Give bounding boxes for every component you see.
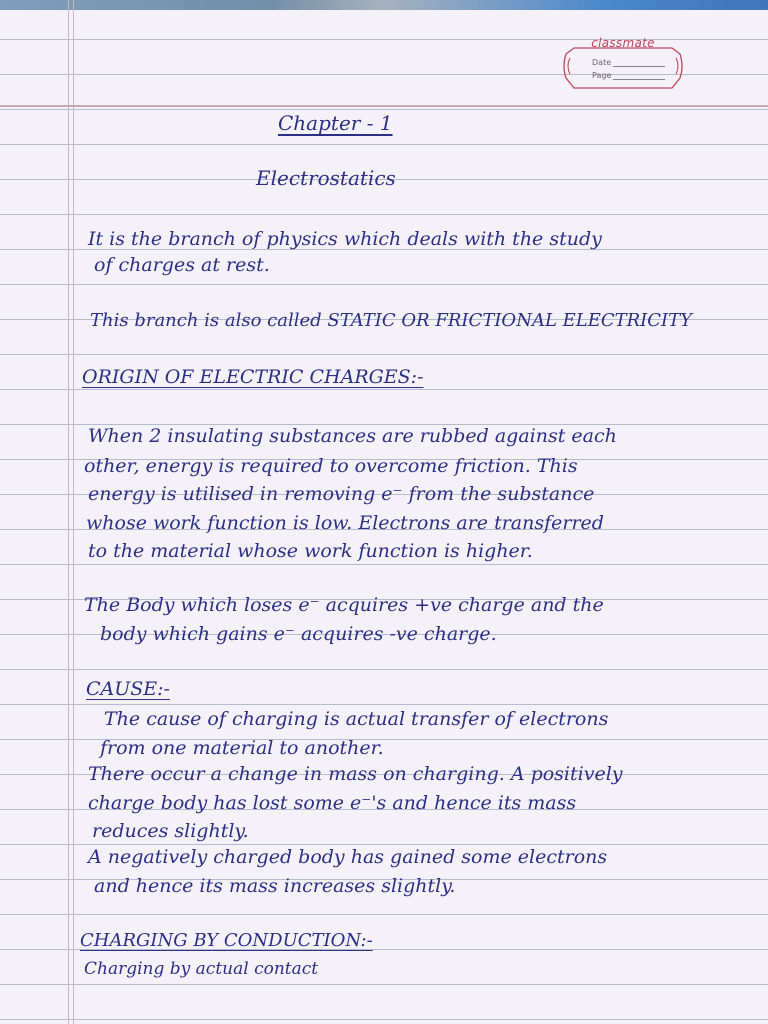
definition-line: It is the branch of physics which deals with the study [88,228,602,250]
page-top-edge [0,0,768,10]
body-charge-line: body which gains e⁻ acquires -ve charge. [100,623,497,645]
cause-line: There occur a change in mass on charging. A positively [88,763,623,785]
cause-line: reduces slightly. [92,820,249,842]
body-charge-line: The Body which loses e⁻ acquires +ve charge and the [84,594,604,616]
cause-heading: CAUSE:- [86,678,170,700]
origin-line: When 2 insulating substances are rubbed against each [88,425,617,447]
brand-date-box [560,38,686,94]
definition-line: of charges at rest. [94,254,270,276]
conduction-heading: CHARGING BY CONDUCTION:- [80,930,373,951]
page-field [592,71,672,80]
conduction-line: Charging by actual contact [84,959,319,979]
origin-line: to the material whose work function is higher. [88,540,533,562]
cause-line: charge body has lost some e⁻'s and hence its mass [88,792,577,814]
origin-line: whose work function is low. Electrons are transferred [86,512,604,534]
also-called-line: This branch is also called STATIC OR FRICTIONAL ELECTRICITY [90,310,693,331]
page-label: Page [592,71,612,80]
margin-line [73,0,74,1024]
margin-line [68,0,69,1024]
cause-line: A negatively charged body has gained some electrons [88,846,608,868]
origin-line: other, energy is required to overcome friction. This [84,455,578,477]
date-label: Date [592,58,612,67]
origin-heading: ORIGIN OF ELECTRIC CHARGES:- [82,366,424,388]
cause-line: and hence its mass increases slightly. [94,875,456,897]
header-rule [0,105,768,107]
chapter-title: Chapter - 1 [278,111,393,135]
topic-title: Electrostatics [256,166,396,190]
date-field [592,58,672,67]
cause-line: from one material to another. [100,737,384,759]
brand-name: classmate [591,36,655,50]
origin-line: energy is utilised in removing e⁻ from the substance [88,483,595,505]
cause-line: The cause of charging is actual transfer of electrons [104,708,609,730]
